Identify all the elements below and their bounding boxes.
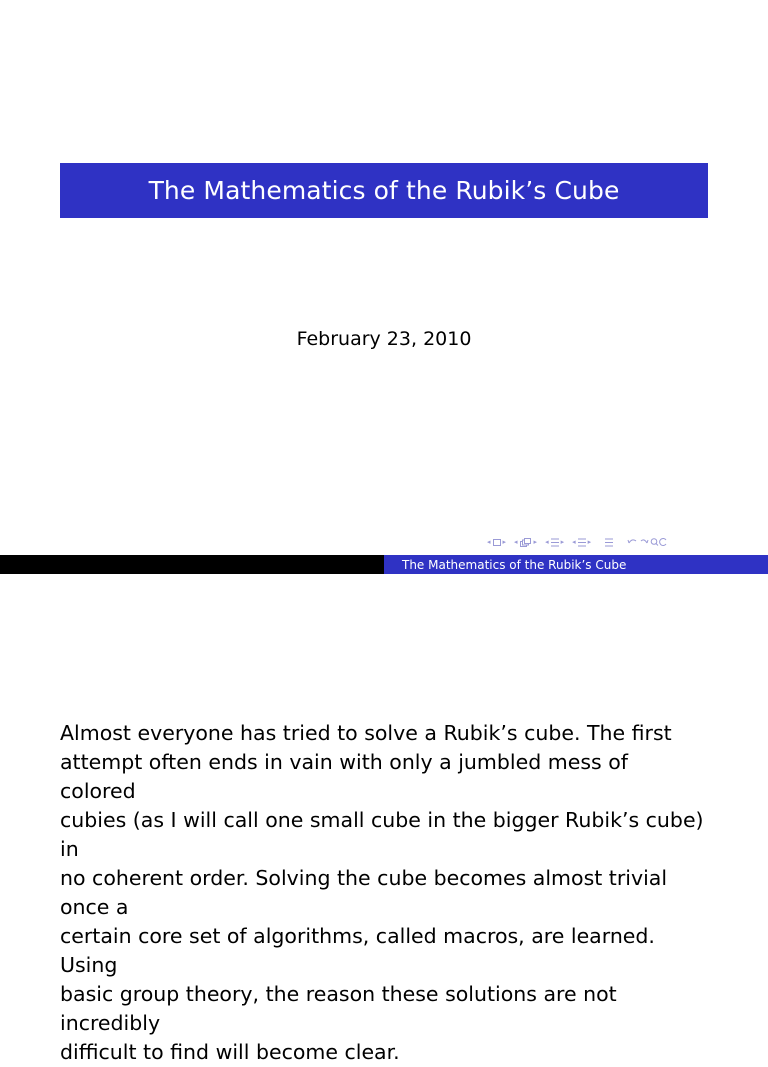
subsection-nav-icon[interactable]: ◂ ▸ bbox=[545, 537, 565, 546]
section-nav-icon[interactable]: ◂ ▸ bbox=[572, 537, 592, 546]
footer-title: The Mathematics of the Rubik’s Cube bbox=[384, 555, 768, 574]
search-icon[interactable] bbox=[627, 537, 667, 547]
footer-left-panel bbox=[0, 555, 384, 574]
paragraph-line: no coherent order. Solving the cube becomes almost trivial once a bbox=[60, 866, 668, 919]
navigation-bar bbox=[487, 535, 667, 549]
content-slide bbox=[0, 574, 768, 1064]
frame-nav-icon[interactable]: ◂ ▸ bbox=[514, 537, 538, 546]
slide-title: The Mathematics of the Rubik’s Cube bbox=[148, 176, 620, 205]
footer-band bbox=[0, 555, 768, 574]
slide-nav-icon[interactable]: ◂ ▸ bbox=[487, 537, 507, 546]
title-banner bbox=[60, 163, 708, 218]
paragraph-line: Almost everyone has tried to solve a Rubik’s cube. The first bbox=[60, 721, 672, 745]
paragraph-line: certain core set of algorithms, called macros, are learned. Using bbox=[60, 924, 655, 977]
paragraph-line: basic group theory, the reason these solutions are not incredibly bbox=[60, 982, 617, 1035]
paragraph-line: cubies (as I will call one small cube in the bigger Rubik’s cube) in bbox=[60, 808, 704, 861]
paragraph-line: attempt often ends in vain with only a jumbled mess of colored bbox=[60, 750, 628, 803]
paragraph-line: difficult to find will become clear. bbox=[60, 1040, 400, 1064]
align-icon[interactable] bbox=[605, 538, 613, 547]
intro-paragraph bbox=[60, 719, 710, 1067]
slide-date: February 23, 2010 bbox=[296, 328, 472, 350]
